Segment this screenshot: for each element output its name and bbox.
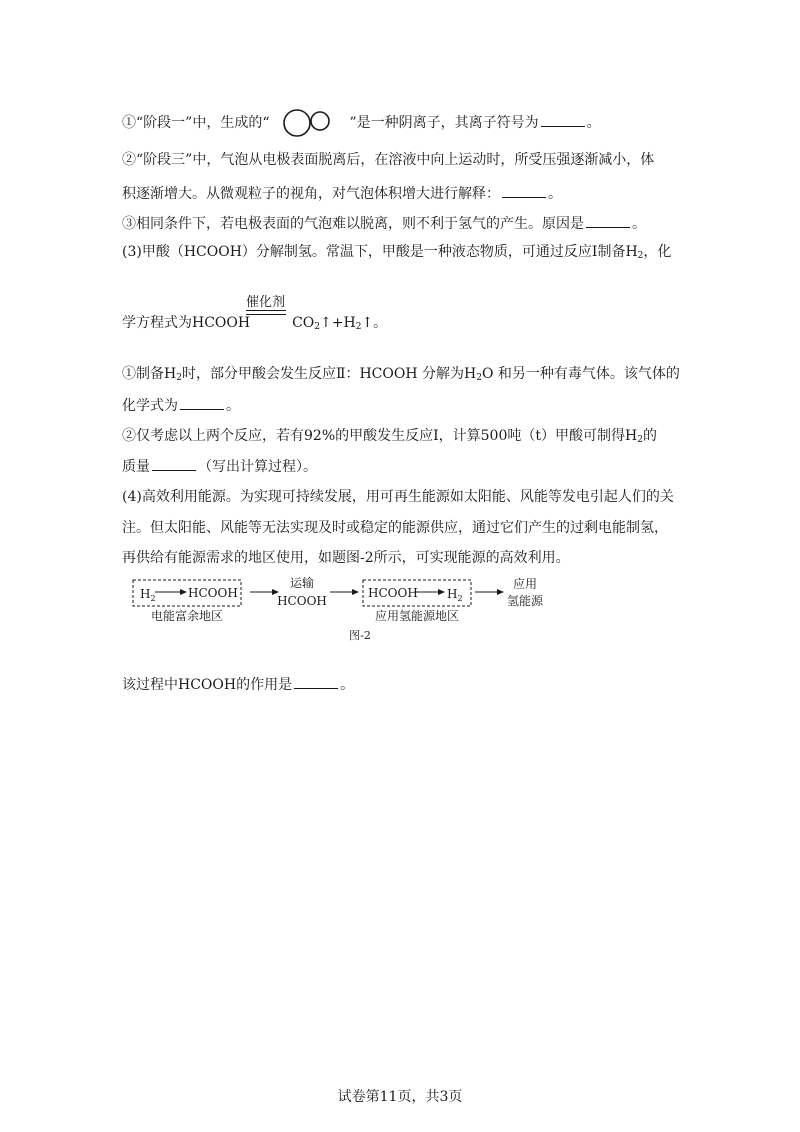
answer-blank-3[interactable] [586,213,630,228]
sub-question-2-line-1 [122,426,657,450]
application-label-top: 应用 [512,577,538,591]
question-1-text-a: ①“阶段一”中，生成的“ [122,115,270,131]
part-4-text-3: 再供给有能源需求的地区使用，如题图-2所示，可实现能源的高效利用。 [122,550,570,566]
answer-blank-5[interactable] [152,456,196,471]
part-4-text-1: (4)高效利用能源。为实现可持续发展，用可再生能源如太阳能、风能等发电引起人们的关 [122,489,674,505]
sub-1-sub-1: 2 [176,373,182,383]
part-3-line-1 [122,242,671,266]
sub-1-text-1c: O 和另一种有毒气体。该气体的 [481,366,680,382]
answer-blank-2[interactable] [502,183,546,198]
question-3-text-b: 。 [632,216,646,232]
energy-flow-diagram [120,572,560,646]
sub-2-sub-1: 2 [637,435,643,445]
sub-2-text-1b: 的 [642,428,657,444]
question-3-text-a: ③相同条件下，若电极表面的气泡难以脱离，则不利于氢气的产生。原因是 [122,216,584,232]
sub-1-text-1b: 时，部分甲酸会发生反应Ⅱ：HCOOH 分解为H [181,366,477,382]
question-2-text-1: ②“阶段三”中，气泡从电极表面脱离后，在溶液中向上运动时，所受压强逐渐减小，体 [122,152,655,168]
final-question [122,674,354,695]
part-4-line-3 [122,548,570,568]
box1-h2-sub: 2 [150,594,156,603]
page-footer: 试卷第11页，共3页 [337,1089,463,1105]
sub-question-1-line-2 [122,395,240,416]
sub-question-2-line-2 [122,456,317,477]
sub-1-text-2b: 。 [226,398,240,414]
svg-text:H2 [140,587,156,603]
sub-1-text-2a: 化学式为 [122,398,178,414]
box1-h2-label: H [140,587,151,601]
sub-2-text-1a: ②仅考虑以上两个反应，若有92%的甲酸发生反应Ⅰ，计算500吨（t）甲酸可制得H [122,428,638,444]
sub-2-text-2b: （写出计算过程）。 [198,459,317,475]
question-2-text-2a: 积逐渐增大。从微观粒子的视角，对气泡体积增大进行解释： [122,186,500,202]
box2-hcooh-label: HCOOH [368,586,418,600]
question-2-line-1 [122,150,654,170]
equation-reactant: 学方程式为HCOOH [122,315,251,331]
application-label-bottom: 氢能源 [506,594,544,608]
sub-2-text-2a: 质量 [122,459,150,475]
sub-question-1-line-1 [122,364,680,388]
part-3-sub-1: 2 [637,251,644,261]
final-question-text-b: 。 [340,677,355,693]
answer-blank-1[interactable] [541,112,585,127]
transport-label-top: 运输 [289,576,315,590]
part-3-line-2 [122,313,387,337]
equation-sub-2: 2 [355,322,362,332]
sub-1-text-1a: ①制备H [122,366,177,382]
box2-caption: 应用氢能源地区 [374,609,460,623]
part-3-text-1b: ，化 [643,244,672,260]
question-1-text-c: 。 [586,115,601,131]
sub-1-sub-2: 2 [476,373,482,383]
question-1 [122,108,601,138]
question-3 [122,213,646,234]
final-question-text-a: 该过程中HCOOH的作用是 [122,677,293,693]
equation-sub-1: 2 [314,322,321,332]
equation-product-h2: ↑+H [320,315,356,331]
box2-h2-sub: 2 [457,594,463,603]
box1-hcooh-label: HCOOH [188,586,238,600]
question-2-text-2b: 。 [548,186,562,202]
question-1-text-b: ”是一种阴离子，其离子符号为 [349,115,539,131]
equation-end: ↑。 [361,315,388,331]
box2-h2-label: H [447,587,458,601]
answer-blank-6[interactable] [294,674,338,689]
part-3-text-1a: (3)甲酸（HCOOH）分解制氢。常温下，甲酸是一种液态物质，可通过反应Ⅰ制备H [122,244,638,260]
figure-caption: 图-2 [349,629,371,642]
question-2-line-2 [122,183,562,204]
svg-text:H2 [447,587,463,603]
part-4-line-1 [122,487,674,507]
answer-blank-4[interactable] [180,395,224,410]
transport-label-bottom: HCOOH [277,594,327,608]
anion-molecule-icon [277,108,341,138]
part-4-line-2 [122,518,668,538]
equation-product-co2: CO [292,315,315,331]
part-4-text-2: 注。但太阳能、风能等无法实现及时或稳定的能源供应，通过它们产生的过剩电能制氢， [122,520,668,536]
box1-caption: 电能富余地区 [150,609,224,623]
catalyst-label: 催化剂 [246,295,286,310]
